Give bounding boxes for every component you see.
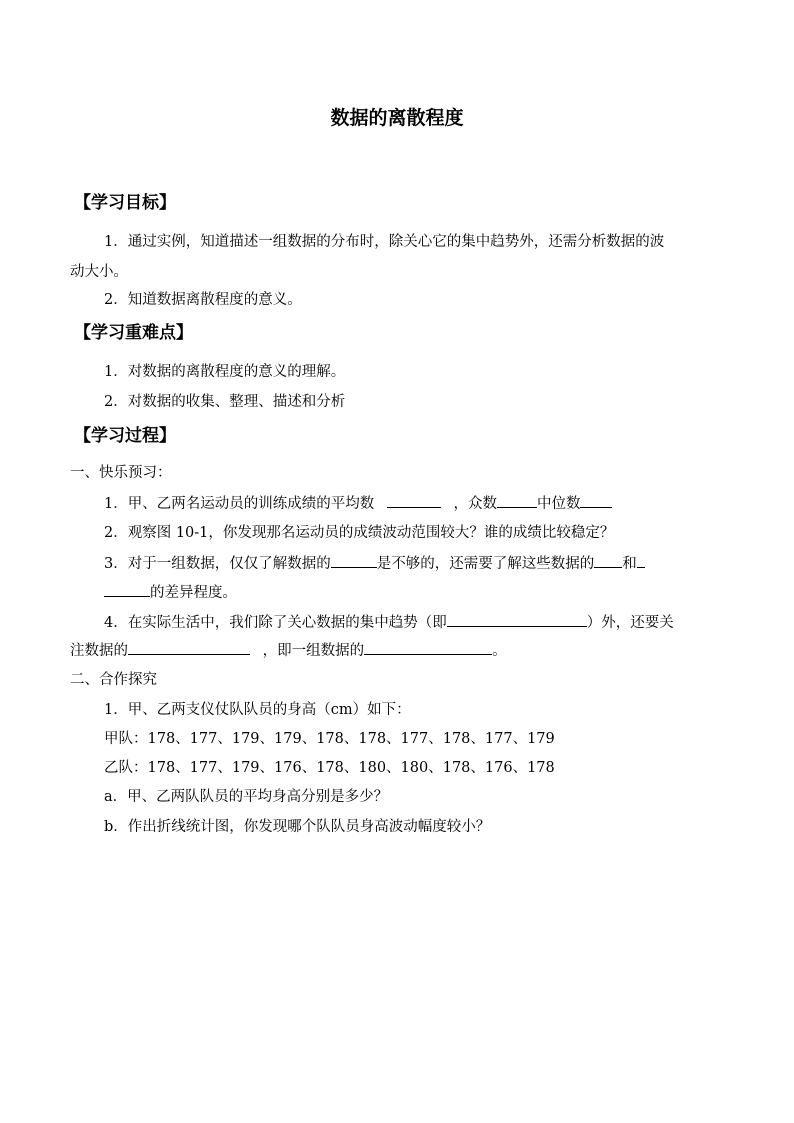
team-a-heights: 甲队：178、177、179、179、178、178、177、178、177、179 [104, 731, 555, 747]
keypoint-item-2: 2．对数据的收集、整理、描述和分析 [104, 394, 346, 410]
preview-question-2: 2．观察图 10-1，你发现那名运动员的成绩波动范围较大？谁的成绩比较稳定？ [104, 525, 615, 541]
q4-text-e: 。 [492, 643, 507, 659]
goal-item-1-line-2: 动大小。 [70, 264, 128, 280]
q4-text-a: 4．在实际生活中，我们除了关心数据的集中趋势（即 [104, 615, 447, 631]
preview-question-4-line-1 [104, 612, 674, 633]
preview-question-1 [104, 493, 612, 514]
team-b-heights: 乙队：178、177、179、176、178、180、180、178、176、178 [104, 760, 555, 776]
explore-question-1: 1．甲、乙两支仪仗队队员的身高（cm）如下： [104, 702, 411, 718]
blank-dispersion-1[interactable] [594, 553, 622, 568]
preview-question-4-line-2 [70, 640, 507, 661]
explore-question-a: a．甲、乙两队队员的平均身高分别是多少？ [104, 789, 389, 805]
goal-item-1-line-1: 1．通过实例，知道描述一组数据的分布时，除关心它的集中趋势外，还需分析数据的波 [104, 234, 665, 250]
blank-average[interactable] [387, 493, 441, 508]
q1-text-c: 中位数 [536, 496, 581, 512]
page-title: 数据的离散程度 [330, 107, 464, 129]
preview-question-3-line-1 [104, 553, 645, 574]
keypoint-item-1: 1．对数据的离散程度的意义的理解。 [104, 364, 346, 380]
q1-text-b: ，众数 [453, 496, 497, 512]
blank-central-tendency[interactable] [331, 553, 377, 568]
section-heading-process: 【学习过程】 [74, 426, 176, 446]
blank-dispersion-degree[interactable] [364, 640, 492, 655]
blank-dispersion-2-start[interactable] [637, 553, 645, 568]
blank-mode[interactable] [497, 493, 537, 508]
q3-text-b: 是不够的，还需要了解这些数据的 [376, 556, 595, 572]
goal-item-2: 2．知道数据离散程度的意义。 [104, 292, 302, 308]
q1-text-a: 1．甲、乙两名运动员的训练成绩的平均数 [104, 496, 375, 512]
section-heading-goals: 【学习目标】 [74, 193, 176, 213]
part1-label: 一、快乐预习： [70, 465, 172, 481]
part2-label: 二、合作探究 [70, 672, 157, 688]
q4-text-c: 注数据的 [70, 643, 128, 659]
q3-text-c: 和 [622, 556, 637, 572]
section-heading-keypoints: 【学习重难点】 [74, 323, 193, 343]
q4-text-b: ）外，还要关 [586, 615, 674, 631]
q3-text-a: 3．对于一组数据，仅仅了解数据的 [104, 556, 331, 572]
blank-dispersion-2[interactable] [104, 582, 150, 597]
q4-text-d: ，即一组数据的 [262, 643, 365, 659]
blank-tendency-measures[interactable] [447, 612, 587, 627]
blank-data-spread[interactable] [128, 640, 250, 655]
blank-median[interactable] [580, 493, 612, 508]
explore-question-b: b．作出折线统计图，你发现哪个队队员身高波动幅度较小？ [104, 819, 491, 835]
preview-question-3-line-2 [104, 582, 237, 603]
q3-text-d: 的差异程度。 [150, 585, 237, 601]
